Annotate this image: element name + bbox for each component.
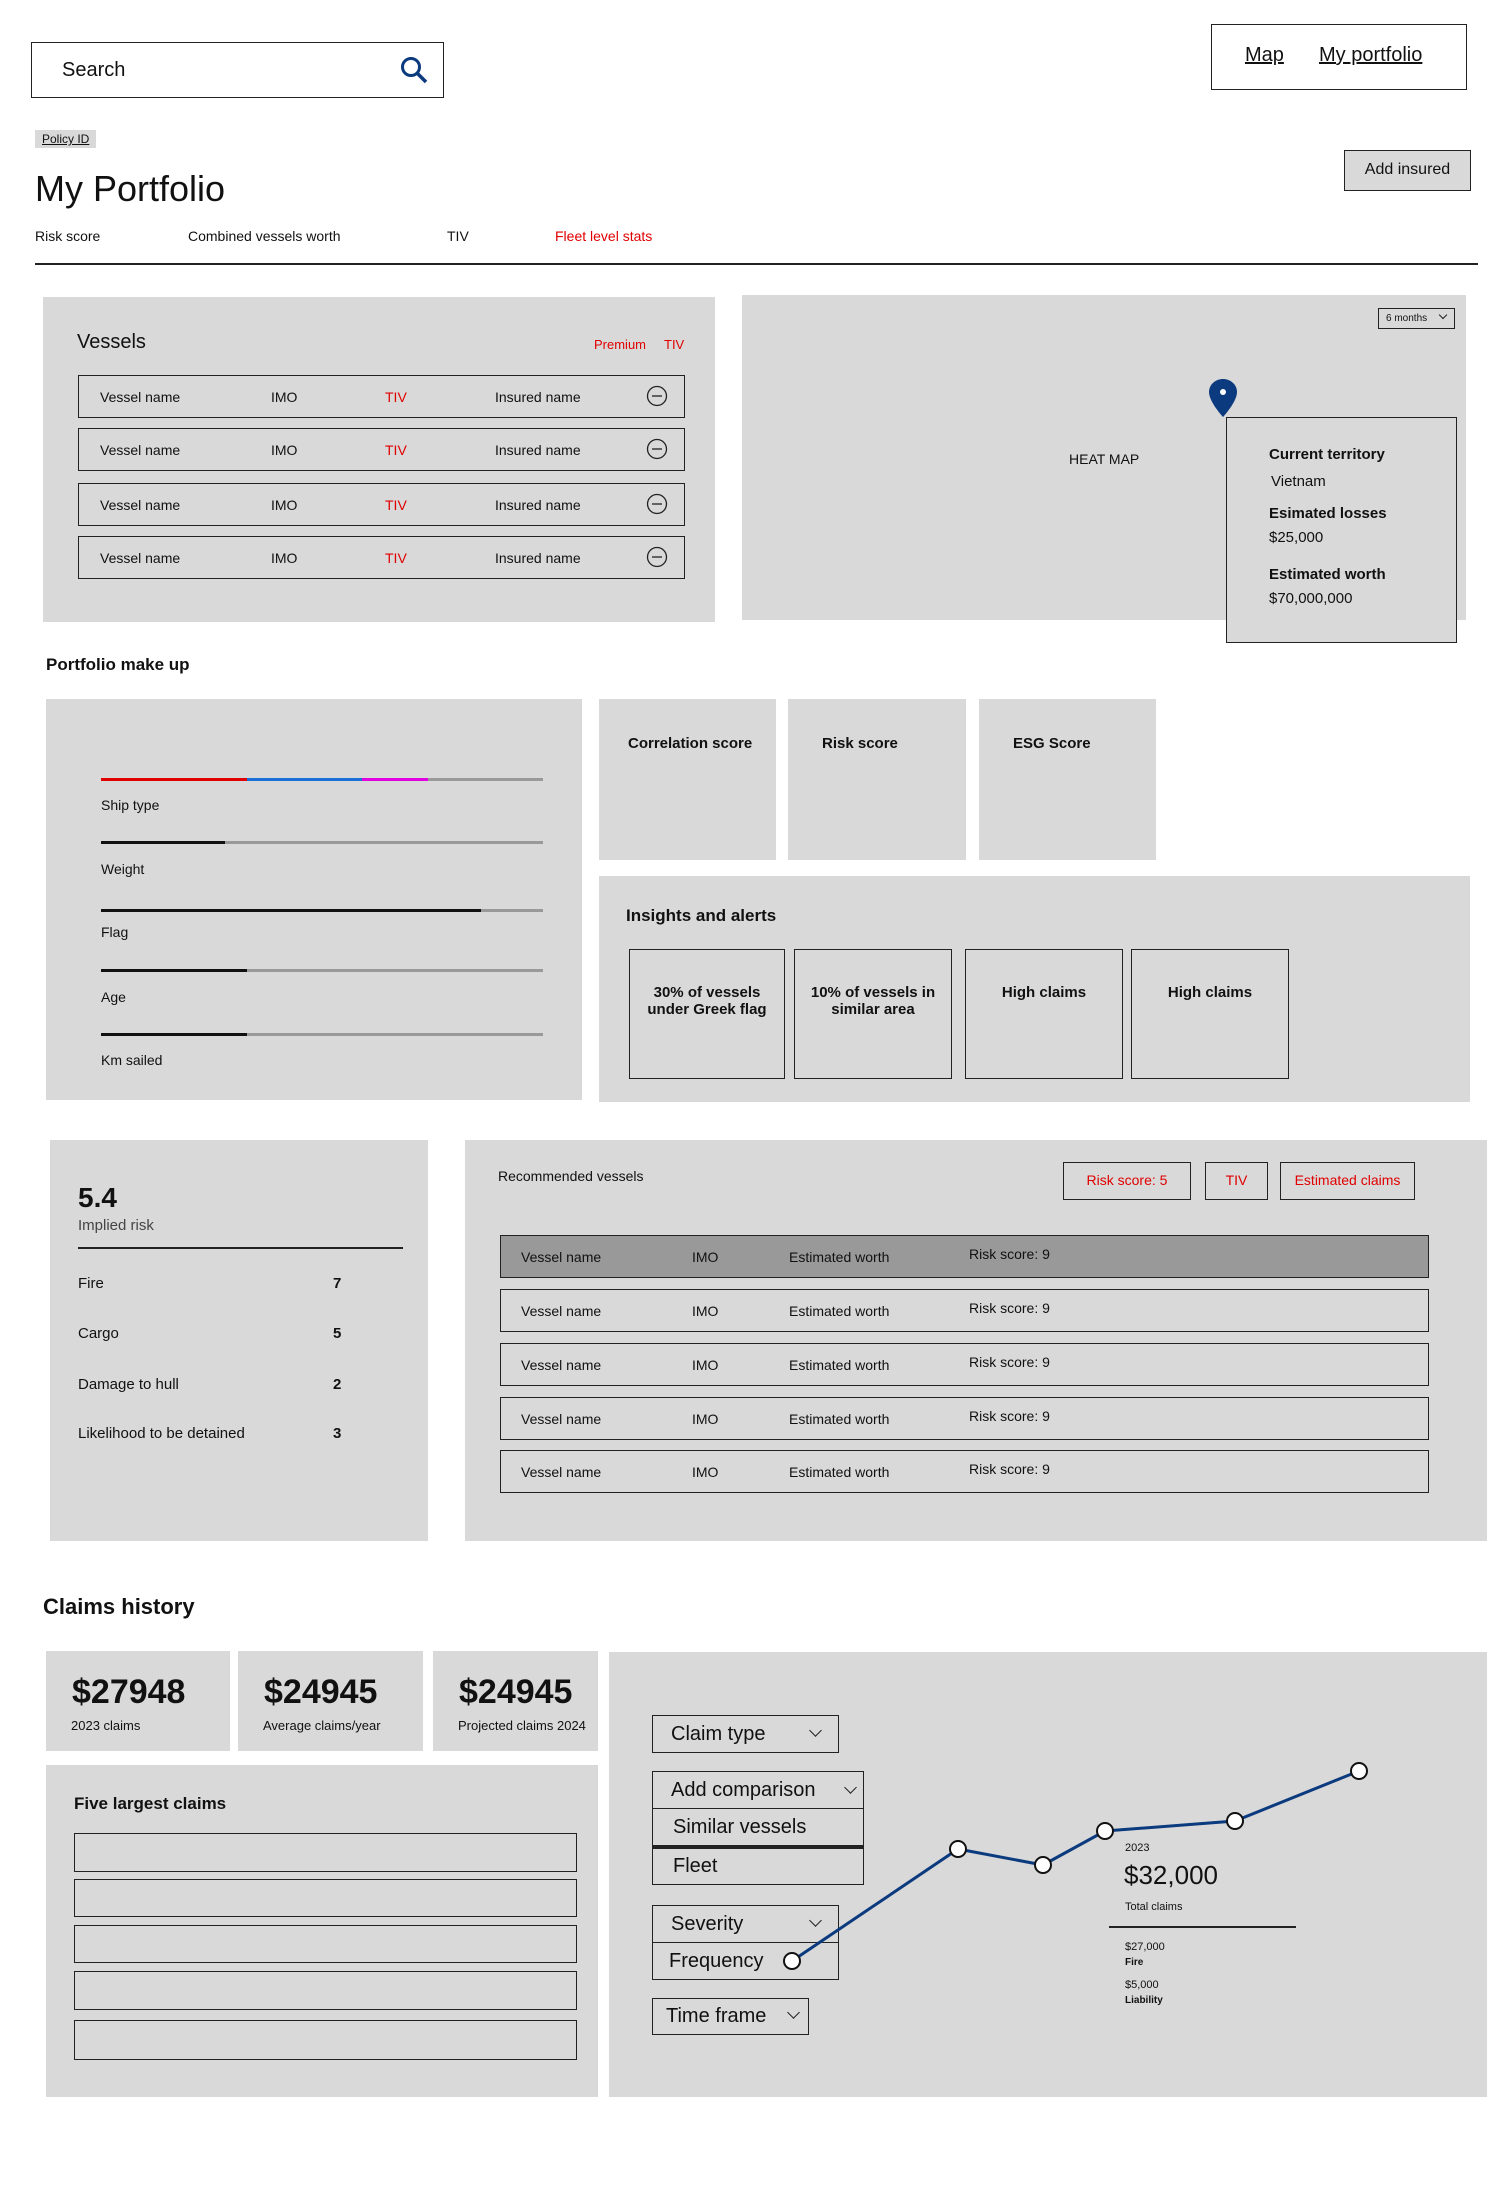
makeup-bar — [101, 909, 543, 912]
bar-segment — [101, 778, 247, 781]
vessel-imo: IMO — [271, 550, 298, 566]
period-value: 6 months — [1386, 313, 1428, 324]
risk-label: Implied risk — [78, 1217, 154, 1234]
option-frequency[interactable]: Frequency — [652, 1942, 839, 1980]
insight-card[interactable]: 10% of vessels in similar area — [794, 949, 952, 1079]
risk-item-name: Cargo — [78, 1325, 119, 1342]
card-label: Risk score — [822, 735, 898, 752]
claims-stat-card — [46, 1651, 230, 1751]
vessel-tiv: TIV — [385, 389, 407, 405]
option-fleet[interactable]: Fleet — [652, 1846, 864, 1885]
tooltip-liability-value: $5,000 — [1125, 1979, 1159, 1991]
add-insured-button[interactable]: Add insured — [1344, 150, 1471, 191]
recommended-row[interactable] — [500, 1397, 1429, 1440]
remove-circle-icon[interactable] — [646, 385, 668, 407]
search-placeholder: Search — [62, 59, 126, 81]
bar-segment — [247, 778, 362, 781]
dropdown-label: Severity — [671, 1912, 744, 1935]
vessel-name: Vessel name — [100, 442, 181, 458]
nav-portfolio-link[interactable]: My portfolio — [1319, 44, 1423, 66]
card-label: ESG Score — [1013, 735, 1091, 752]
bar-segment — [362, 778, 428, 781]
risk-item-value: 7 — [333, 1275, 342, 1292]
stat-value: $24945 — [264, 1673, 378, 1711]
stat-tiv: TIV — [447, 228, 469, 244]
recommended-row[interactable] — [500, 1450, 1429, 1493]
vessel-risk: Risk score: 9 — [969, 1354, 1050, 1370]
vessel-name: Vessel name — [521, 1357, 602, 1373]
risk-item-value: 2 — [333, 1376, 342, 1393]
nav-map-link[interactable]: Map — [1245, 44, 1284, 66]
vessel-risk: Risk score: 9 — [969, 1461, 1050, 1477]
vessels-title: Vessels — [77, 331, 146, 353]
vessel-tiv: TIV — [385, 550, 407, 566]
tooltip-total: $32,000 — [1124, 1860, 1218, 1890]
bar-fill — [101, 969, 247, 972]
trend-line — [792, 1771, 1359, 1961]
makeup-title: Portfolio make up — [46, 655, 190, 674]
filter-tiv[interactable]: TIV — [1205, 1162, 1268, 1200]
claims-stat-card — [433, 1651, 598, 1751]
tooltip-year: 2023 — [1125, 1842, 1150, 1854]
vessel-row[interactable] — [78, 536, 685, 579]
recommended-title: Recommended vessels — [498, 1168, 644, 1184]
bar-fill — [101, 1033, 247, 1036]
vessel-insured: Insured name — [495, 550, 581, 566]
vessel-imo: IMO — [692, 1303, 719, 1319]
losses-label: Esimated losses — [1269, 505, 1387, 522]
vessel-worth: Estimated worth — [789, 1357, 890, 1373]
sort-premium[interactable]: Premium — [594, 337, 647, 352]
remove-circle-icon[interactable] — [646, 438, 668, 460]
makeup-label: Age — [101, 989, 126, 1005]
vessel-tiv: TIV — [385, 442, 407, 458]
option-similar-vessels[interactable]: Similar vessels — [652, 1808, 864, 1846]
vessel-imo: IMO — [271, 442, 298, 458]
tooltip-total-label: Total claims — [1125, 1901, 1183, 1913]
vessel-name: Vessel name — [521, 1303, 602, 1319]
stat-value: $24945 — [459, 1673, 573, 1711]
remove-circle-icon[interactable] — [646, 493, 668, 515]
card-label: Correlation score — [628, 735, 753, 752]
policy-id-badge[interactable]: Policy ID — [35, 130, 96, 148]
vessel-name: Vessel name — [100, 497, 181, 513]
bar-fill — [101, 909, 481, 912]
insight-card[interactable]: High claims — [965, 949, 1123, 1079]
vessel-worth: Estimated worth — [789, 1464, 890, 1480]
risk-item-name: Damage to hull — [78, 1376, 179, 1393]
bar-fill — [101, 841, 225, 844]
vessel-worth: Estimated worth — [789, 1303, 890, 1319]
filter-estimated-claims[interactable]: Estimated claims — [1280, 1162, 1415, 1200]
page-title: My Portfolio — [35, 168, 226, 209]
vessel-worth: Estimated worth — [789, 1411, 890, 1427]
claims-title: Claims history — [43, 1594, 195, 1619]
stat-value: $27948 — [72, 1673, 186, 1711]
stat-combined-worth: Combined vessels worth — [188, 228, 341, 244]
vessel-row[interactable] — [78, 483, 685, 526]
vessel-tiv: TIV — [385, 497, 407, 513]
dropdown-label: Claim type — [671, 1722, 766, 1745]
vessel-row[interactable] — [78, 428, 685, 471]
recommended-row[interactable] — [500, 1343, 1429, 1386]
dropdown-label: Add comparison — [671, 1778, 816, 1801]
vessel-name: Vessel name — [521, 1249, 602, 1265]
insight-card[interactable]: High claims — [1131, 949, 1289, 1079]
vessel-imo: IMO — [692, 1357, 719, 1373]
risk-item-name: Likelihood to be detained — [78, 1425, 245, 1442]
risk-item-value: 3 — [333, 1425, 342, 1442]
vessel-name: Vessel name — [100, 550, 181, 566]
makeup-bar — [101, 969, 543, 972]
tooltip-fire-value: $27,000 — [1125, 1941, 1165, 1953]
risk-value: 5.4 — [78, 1182, 117, 1213]
divider — [1109, 1926, 1296, 1928]
trend-point — [950, 1841, 966, 1857]
filter-risk-score[interactable]: Risk score: 5 — [1063, 1162, 1191, 1200]
trend-point — [1097, 1823, 1113, 1839]
makeup-label: Flag — [101, 924, 129, 940]
dropdown-label: Time frame — [666, 2005, 767, 2027]
trend-point — [1035, 1857, 1051, 1873]
vessel-insured: Insured name — [495, 389, 581, 405]
tooltip-fire-label: Fire — [1125, 1957, 1144, 1968]
losses-value: $25,000 — [1269, 529, 1324, 546]
makeup-bar — [101, 841, 543, 844]
trend-point — [1227, 1813, 1243, 1829]
stat-label: Projected claims 2024 — [458, 1718, 586, 1733]
stat-label: Average claims/year — [263, 1718, 381, 1733]
makeup-label: Weight — [101, 861, 145, 877]
insight-card[interactable]: 30% of vessels under Greek flag — [629, 949, 785, 1079]
territory-value: Vietnam — [1271, 473, 1326, 490]
makeup-label: Km sailed — [101, 1052, 163, 1068]
tooltip-liability-label: Liability — [1125, 1995, 1163, 2006]
risk-item-value: 5 — [333, 1325, 342, 1342]
worth-value: $70,000,000 — [1269, 590, 1353, 607]
vessel-imo: IMO — [271, 389, 298, 405]
vessel-insured: Insured name — [495, 442, 581, 458]
sort-tiv[interactable]: TIV — [664, 337, 685, 352]
trend-point — [1351, 1763, 1367, 1779]
worth-label: Estimated worth — [1269, 566, 1386, 583]
risk-item-name: Fire — [78, 1275, 104, 1292]
vessel-name: Vessel name — [100, 389, 181, 405]
claims-stat-card — [238, 1651, 423, 1751]
recommended-row[interactable] — [500, 1235, 1429, 1278]
makeup-bar — [101, 778, 543, 781]
makeup-bar — [101, 1033, 543, 1036]
five-largest-title: Five largest claims — [74, 1794, 227, 1813]
remove-circle-icon[interactable] — [646, 546, 668, 568]
stat-risk-score: Risk score — [35, 228, 101, 244]
insights-title: Insights and alerts — [626, 906, 777, 925]
vessel-risk: Risk score: 9 — [969, 1300, 1050, 1316]
vessel-insured: Insured name — [495, 497, 581, 513]
makeup-label: Ship type — [101, 797, 160, 813]
vessel-imo: IMO — [692, 1249, 719, 1265]
heat-map-label: HEAT MAP — [1069, 451, 1140, 467]
trend-point — [784, 1953, 800, 1969]
vessel-worth: Estimated worth — [789, 1249, 890, 1265]
vessel-imo: IMO — [692, 1411, 719, 1427]
vessel-name: Vessel name — [521, 1464, 602, 1480]
vessel-name: Vessel name — [521, 1411, 602, 1427]
vessel-risk: Risk score: 9 — [969, 1246, 1050, 1262]
vessel-row[interactable] — [78, 375, 685, 418]
territory-label: Current territory — [1269, 446, 1385, 463]
fleet-level-stats-link[interactable]: Fleet level stats — [555, 228, 653, 244]
stat-label: 2023 claims — [71, 1718, 141, 1733]
vessel-risk: Risk score: 9 — [969, 1408, 1050, 1424]
vessel-imo: IMO — [692, 1464, 719, 1480]
vessel-imo: IMO — [271, 497, 298, 513]
recommended-row[interactable] — [500, 1289, 1429, 1332]
